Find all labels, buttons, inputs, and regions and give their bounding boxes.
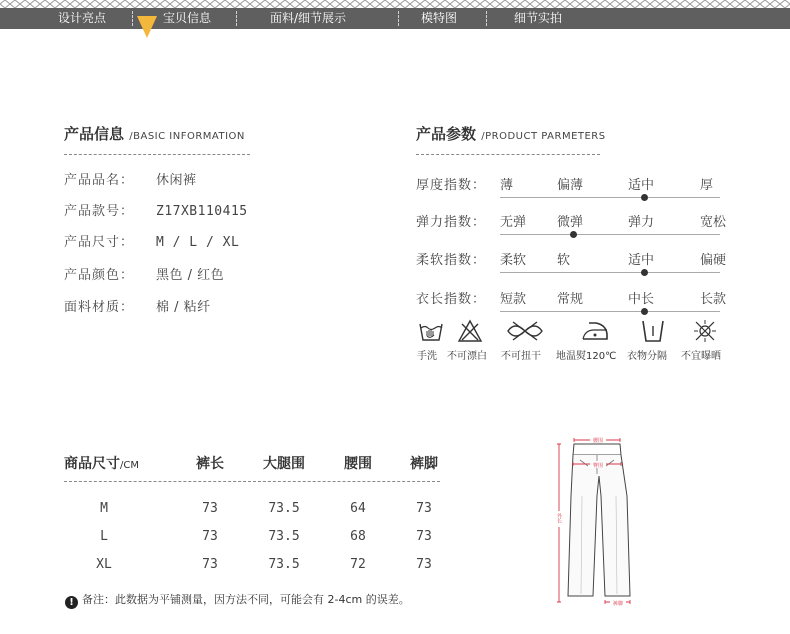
size-value-cell: 73 [416, 557, 432, 572]
size-label: XL [96, 557, 112, 572]
param-scale-line [500, 272, 720, 273]
info-value: 棉 / 粘纤 [156, 300, 211, 315]
param-option: 无弹 [500, 215, 527, 230]
size-label: L [100, 529, 108, 544]
param-selected-marker [641, 194, 648, 201]
active-tab-arrow-icon [137, 16, 157, 38]
info-row-style-no [64, 200, 248, 219]
hem-label: 裤脚 [612, 601, 624, 607]
info-value: M / L / XL [156, 235, 240, 250]
param-option: 适中 [628, 253, 655, 268]
nav-separator [486, 11, 487, 26]
nav-item-real-shots[interactable]: 细节实拍 [514, 11, 563, 25]
size-value-cell: 73.5 [268, 557, 300, 572]
size-table-unit: /CM [120, 460, 139, 471]
nav-separator [398, 11, 399, 26]
param-scale-line [500, 234, 720, 235]
info-label: 产品款号： [64, 204, 135, 219]
info-row-size [64, 231, 239, 250]
param-option: 弹力 [628, 215, 655, 230]
column-header-length: 裤长 [196, 456, 224, 472]
param-option: 常规 [557, 292, 584, 307]
param-option: 薄 [500, 178, 514, 193]
info-row-name [64, 169, 197, 188]
waist-label: 腰围 [592, 438, 604, 444]
parameters-title: 产品参数 [416, 125, 477, 143]
parameters-subtitle: /PRODUCT PARMETERS [481, 131, 606, 142]
no-sun-dry-icon [693, 318, 717, 344]
size-table-title: 商品尺寸 [64, 456, 120, 472]
no-wring-icon [505, 318, 545, 344]
size-value-cell: 73.5 [268, 529, 300, 544]
basic-info-subtitle: /BASIC INFORMATION [129, 131, 245, 142]
measurement-note [65, 591, 410, 609]
param-label: 衣长指数： [416, 292, 487, 307]
param-label: 柔软指数： [416, 253, 487, 268]
info-label: 面料材质： [64, 300, 135, 315]
care-label-low-iron: 地温熨120℃ [556, 351, 617, 362]
info-row-material [64, 296, 211, 315]
parameters-divider [416, 154, 600, 155]
column-header-waist: 腰围 [344, 456, 372, 472]
care-label-hand-wash: 手洗 [417, 351, 437, 362]
param-option: 长款 [700, 292, 727, 307]
size-value-cell: 73 [202, 557, 218, 572]
info-value: 黑色 / 红色 [156, 268, 225, 283]
param-option: 软 [557, 253, 571, 268]
param-option: 微弹 [557, 215, 584, 230]
param-label: 厚度指数： [416, 178, 487, 193]
nav-item-model[interactable]: 模特图 [421, 11, 458, 25]
param-selected-marker [641, 308, 648, 315]
care-label-no-wring: 不可扭干 [501, 351, 541, 362]
pants-measurement-diagram [552, 436, 652, 612]
nav-item-design[interactable]: 设计亮点 [58, 11, 107, 25]
size-value-cell: 73 [202, 529, 218, 544]
info-label: 产品尺寸： [64, 235, 135, 250]
size-table-divider [64, 481, 440, 482]
size-value-cell: 73 [416, 501, 432, 516]
nav-separator [132, 11, 133, 26]
info-label: 产品品名： [64, 173, 135, 188]
info-label: 产品颜色： [64, 268, 135, 283]
info-value: Z17XB110415 [156, 204, 248, 219]
param-option: 偏薄 [557, 178, 584, 193]
column-header-hem: 裤脚 [410, 456, 438, 472]
size-value-cell: 72 [350, 557, 366, 572]
param-option: 柔软 [500, 253, 527, 268]
size-label: M [100, 501, 108, 516]
nav-item-fabric-details[interactable]: 面料/细节展示 [270, 11, 347, 25]
low-iron-icon [580, 318, 610, 344]
basic-info-heading [64, 123, 245, 144]
size-value-cell: 73 [202, 501, 218, 516]
param-label: 弹力指数： [416, 215, 487, 230]
size-value-cell: 73.5 [268, 501, 300, 516]
care-label-separate: 衣物分隔 [627, 351, 667, 362]
thigh-label: 臀围 [592, 463, 604, 469]
param-selected-marker [641, 269, 648, 276]
param-option: 宽松 [700, 215, 727, 230]
param-option: 厚 [700, 178, 714, 193]
param-scale-line [500, 311, 720, 312]
care-label-no-sun: 不宜曝晒 [681, 351, 721, 362]
nav-item-product-info[interactable]: 宝贝信息 [163, 11, 212, 25]
size-value-cell: 64 [350, 501, 366, 516]
separate-wash-icon [640, 318, 666, 344]
length-label: 外长 [556, 513, 562, 523]
warning-icon: ! [65, 596, 78, 609]
info-row-color [64, 264, 224, 283]
info-value: 休闲裤 [156, 173, 197, 188]
parameters-heading [416, 123, 606, 144]
param-option: 中长 [628, 292, 655, 307]
basic-info-divider [64, 154, 250, 155]
param-option: 短款 [500, 292, 527, 307]
no-bleach-icon [457, 318, 483, 344]
basic-info-title: 产品信息 [64, 125, 125, 143]
param-scale-line [500, 197, 720, 198]
size-table-heading [64, 453, 139, 473]
nav-separator [236, 11, 237, 26]
column-header-thigh: 大腿围 [263, 456, 305, 472]
care-label-no-bleach: 不可漂白 [447, 351, 487, 362]
size-value-cell: 73 [416, 529, 432, 544]
param-option: 适中 [628, 178, 655, 193]
size-value-cell: 68 [350, 529, 366, 544]
nav-bar [0, 8, 790, 29]
note-text: 备注：此数据为平铺测量，因方法不同，可能会有 2-4cm 的误差。 [82, 593, 410, 606]
hand-wash-icon [418, 318, 444, 344]
top-zigzag-border [0, 0, 790, 8]
param-selected-marker [570, 231, 577, 238]
param-option: 偏硬 [700, 253, 727, 268]
